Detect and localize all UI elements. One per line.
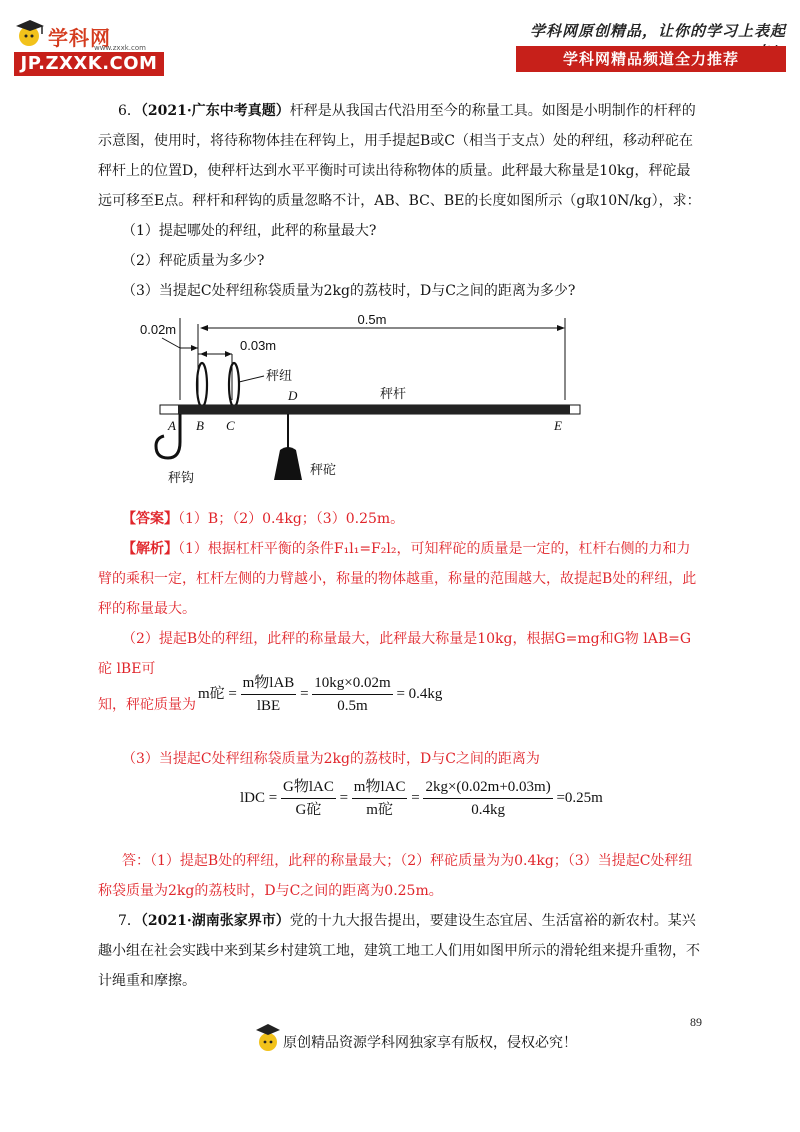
slogan: 学科网原创精品，让你的学习上表起 <box>529 22 786 40</box>
copyright-text: 原创精品资源学科网独家享有版权，侵权必究！ <box>283 1035 577 1051</box>
site-logo[interactable] <box>14 18 164 76</box>
formula2-frac1-num: m物lAB <box>241 672 297 695</box>
beam-label: 秤杆 <box>380 387 407 402</box>
formula2-lhs: m砣 <box>198 685 225 702</box>
formula3-result: =0.25m <box>556 789 603 806</box>
sub-question-2: （2）秤砣质量为多少? <box>122 253 265 269</box>
question-7-source: （2021·湖南张家界市） <box>140 913 290 929</box>
formula3-lhs: lDC <box>240 789 266 806</box>
mascot-icon <box>14 18 46 48</box>
length-be-label: 0.5m <box>357 312 387 327</box>
answer-tag: 【答案】 <box>122 511 178 527</box>
conclusion-paragraph <box>98 846 702 906</box>
knob-ring-c <box>229 363 239 407</box>
question-7-number: 7． <box>118 913 141 929</box>
copyright-footer <box>255 1020 595 1060</box>
page-number: 89 <box>690 1015 702 1029</box>
point-e: E <box>554 418 562 433</box>
formula-distance: lDC = $\frac{\text{G物lAC}}{\text{G砣}}$ = $\frac{\text{m物lAC}}{\text{m砣}}$ = $\frac{2kg\times(0.02m+0.03m)}{0.4kg}$ =0.25m <box>240 776 603 821</box>
channel-banner: 学科网精品频道全力推荐 <box>516 46 786 72</box>
point-d: D <box>288 388 298 403</box>
formula2-frac2-num: 10kg×0.02m <box>312 672 392 695</box>
formula2-frac2-den: 0.5m <box>337 698 368 714</box>
length-bc-label: 0.03m <box>240 338 277 353</box>
point-c: C <box>226 418 235 433</box>
question-7 <box>98 906 702 996</box>
question-6 <box>98 96 702 216</box>
point-a: A <box>168 418 176 433</box>
answer-line <box>122 504 702 534</box>
formula3-frac2-num: m物lAC <box>352 776 408 799</box>
formula-counterweight: m砣 = $\frac{\text{m物lAB}}{\text{lBE}}$ = $\frac{10kg\times 0.02m}{0.5m}$ = 0.4kg <box>198 672 442 717</box>
weight-label: 秤砣 <box>310 463 337 478</box>
analysis-p3: （3）当提起C处秤纽称袋质量为2kg的荔枝时，D与C之间的距离为 <box>122 751 540 767</box>
length-ab-label: 0.02m <box>140 322 177 337</box>
logo-name: 学科网 <box>48 26 111 50</box>
formula3-frac1-num: G物lAC <box>281 776 336 799</box>
steelyard-diagram <box>140 310 600 500</box>
logo-url: JP.ZXXK.COM <box>14 52 164 76</box>
question-7-text: 党的十九大报告提出，要建设生态宜居、生活富裕的新农村。某兴趣小组在社会实践中来到某乡村建筑工地，建筑工地工人们用如图甲所示的滑轮组来提升重物，不计绳重和摩擦。 <box>98 913 700 989</box>
formula3-frac3-num: 2kg×(0.02m+0.03m) <box>423 776 552 799</box>
counterweight-shape <box>274 447 302 480</box>
analysis-tag: 【解析】 <box>122 541 178 557</box>
point-b: B <box>196 418 204 433</box>
knob-label: 秤纽 <box>266 369 293 384</box>
answer-text: （1）B；（2）0.4kg；（3）0.25m。 <box>178 511 405 527</box>
sub-question-1: （1）提起哪处的秤纽，此秤的称量最大? <box>122 223 377 239</box>
formula2-result: = 0.4kg <box>396 685 443 702</box>
question-text: 杆秤是从我国古代沿用至今的称量工具。如图是小明制作的杆秤的示意图，使用时，将待称物体挂在秤钩上，用手提起B或C（相当于支点）处的秤纽，移动秤砣在秤杆上的位置D，使秤杆达到水平平衡时可读出待称物体的质量。此秤最大称量是10kg，秤砣最远可移至E点。秤杆和秤钩的质量忽略不计，AB、BC、BE的长度如图所示（g取10N/kg），求： <box>98 103 701 209</box>
conclusion-text: 答：（1）提起B处的秤纽，此秤的称量最大；（2）秤砣质量为为0.4kg；（3）当提起C处秤纽称袋质量为2kg的荔枝时，D与C之间的距离为0.25m。 <box>98 853 693 899</box>
analysis-p2: （2）提起B处的秤纽，此秤的称量最大，此秤最大称量是10kg，根据G=mg和G物 lAB=G砣 lBE可 <box>98 631 692 677</box>
formula2-frac1-den: lBE <box>256 698 281 714</box>
sub-question-3: （3）当提起C处秤纽称袋质量为2kg的荔枝时，D与C之间的距离为多少? <box>122 283 576 299</box>
analysis-p1: （1）根据杠杆平衡的条件F₁l₁=F₂l₂，可知秤砣的质量是一定的，杠杆右侧的力和力臂的乘积一定，杠杆左侧的力臂越小，称量的物体越重，称量的范围越大，故提起B处的秤纽，此秤的称量最大。 <box>98 541 697 617</box>
question-source: （2021·广东中考真题） <box>140 103 290 119</box>
question-number: 6． <box>118 103 141 119</box>
mascot-icon <box>255 1020 281 1056</box>
formula3-frac1-den: G砣 <box>295 802 322 818</box>
analysis-paragraph-3 <box>98 744 702 774</box>
hook-label: 秤钩 <box>168 471 195 486</box>
formula3-frac2-den: m砣 <box>366 802 393 818</box>
logo-subtitle: www.zxxk.com <box>94 44 146 52</box>
analysis-p2-cont: 知，秤砣质量为 <box>98 697 196 713</box>
analysis-paragraph-1 <box>98 534 702 624</box>
formula3-frac3-den: 0.4kg <box>471 802 505 818</box>
